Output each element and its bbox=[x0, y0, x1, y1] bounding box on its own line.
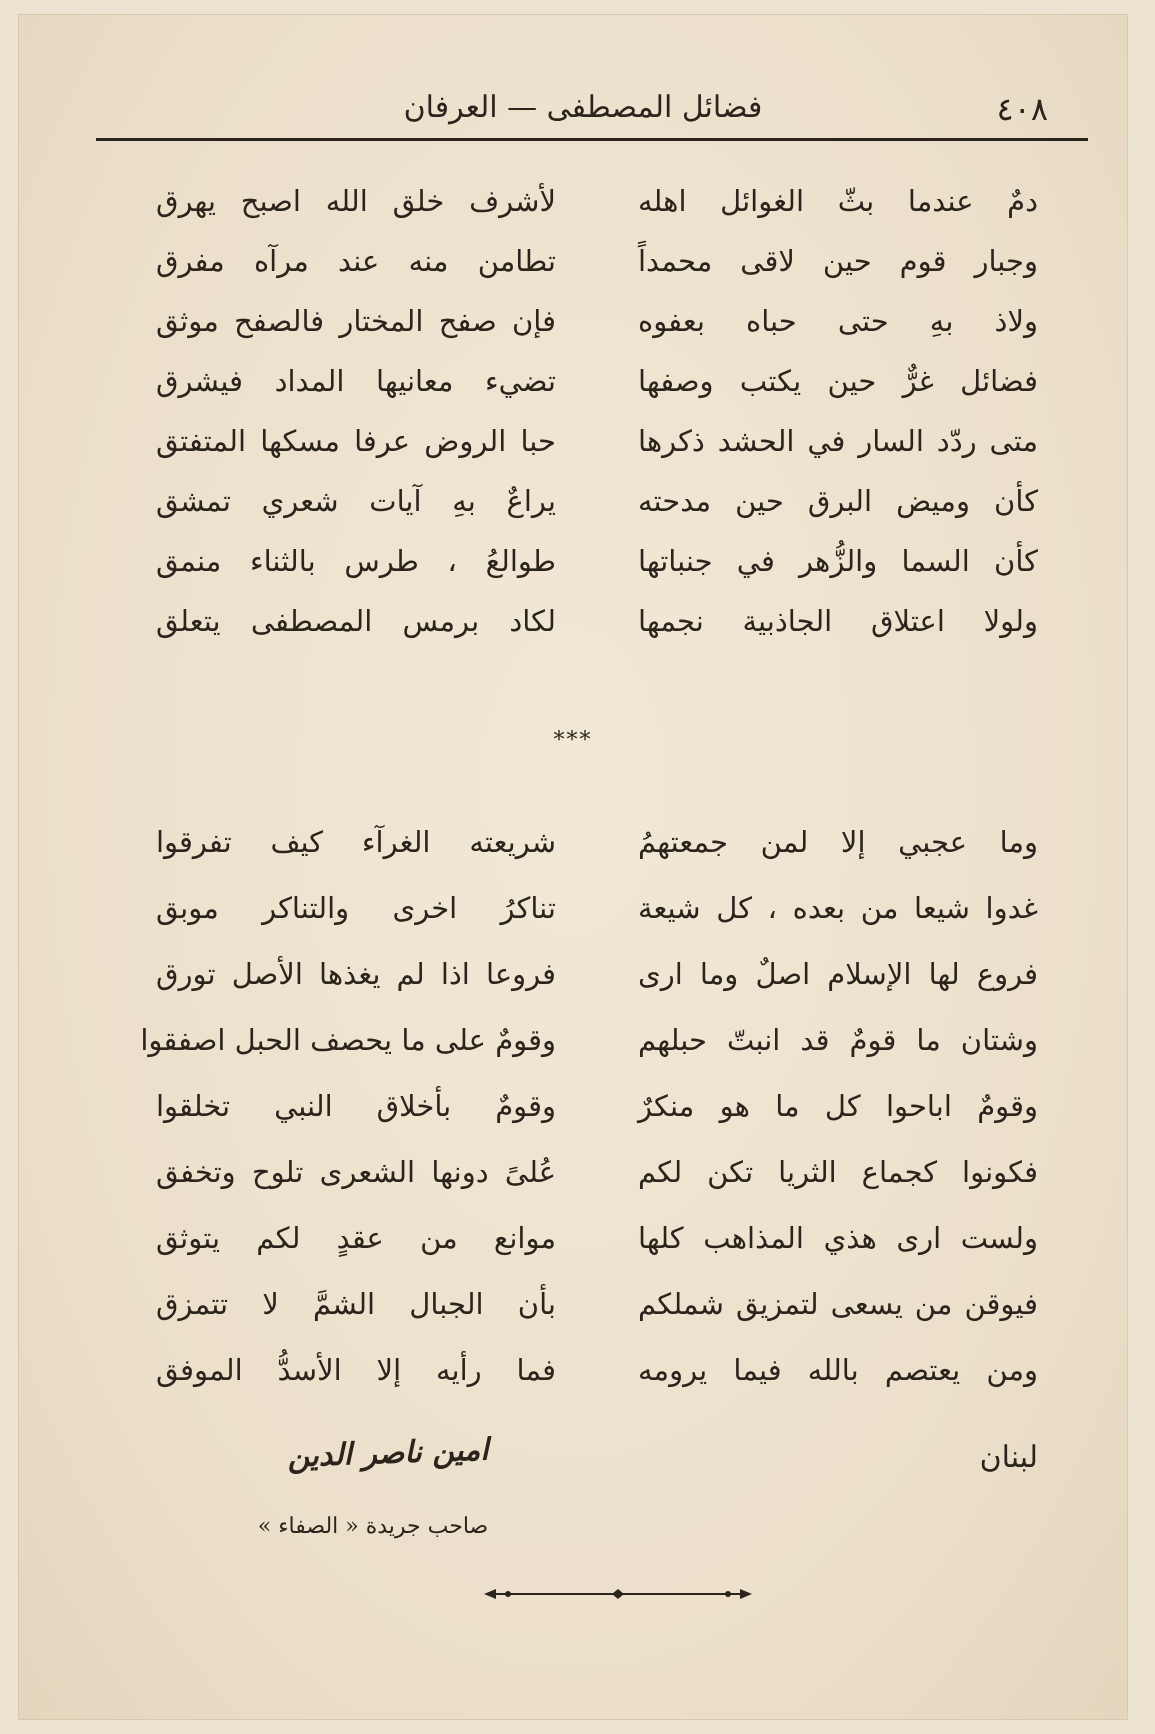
verse-line: حبا الروض عرفا مسكها المتفتق bbox=[156, 424, 556, 458]
verse-line: وشتان ما قومٌ قد انبتّ حبلهم bbox=[638, 1023, 1038, 1057]
verse-line: تضيء معانيها المداد فيشرق bbox=[156, 364, 556, 398]
verse-line: وما عجبي إلا لمن جمعتهمُ bbox=[638, 825, 1038, 859]
verse-line: ومن يعتصم بالله فيما يرومه bbox=[638, 1353, 1038, 1387]
verse-line: غدوا شيعا من بعده ، كل شيعة bbox=[638, 891, 1038, 925]
verse-line: فإن صفح المختار فالصفح موثق bbox=[156, 304, 556, 338]
signature-caption: صاحب جريدة « الصفاء » bbox=[257, 1514, 489, 1539]
verse-line: كأن وميض البرق حين مدحته bbox=[638, 484, 1038, 518]
document-page bbox=[18, 14, 1128, 1720]
verse-line: لأشرف خلق الله اصبح يهرق bbox=[156, 184, 556, 218]
verse-line: وقومٌ بأخلاق النبي تخلقوا bbox=[156, 1089, 556, 1123]
verse-line: كأن السما والزُّهر في جنباتها bbox=[638, 544, 1038, 578]
verse-line: وقومٌ اباحوا كل ما هو منكرٌ bbox=[638, 1089, 1038, 1123]
verse-line: يراعٌ بهِ آيات شعري تمشق bbox=[156, 484, 556, 518]
verse-line: عُلىً دونها الشعرى تلوح وتخفق bbox=[156, 1155, 556, 1189]
section-separator: *** bbox=[553, 728, 593, 753]
verse-line: ولست ارى هذي المذاهب كلها bbox=[638, 1221, 1038, 1255]
verse-line: تناكرُ اخرى والتناكر موبق bbox=[156, 891, 556, 925]
poem-section-2-left-hemistichs bbox=[140, 809, 556, 1403]
verse-line: ولاذ بهِ حتى حباه بعفوه bbox=[638, 304, 1038, 338]
verse-line: فكونوا كجماع الثريا تكن لكم bbox=[638, 1155, 1038, 1189]
running-title: فضائل المصطفى — العرفان bbox=[403, 90, 763, 125]
verse-line: متى ردّد السار في الحشد ذكرها bbox=[638, 424, 1038, 458]
verse-line: طوالعُ ، طرس بالثناء منمق bbox=[156, 544, 556, 578]
verse-line: دمٌ عندما بثّ الغوائل اهله bbox=[638, 184, 1038, 218]
verse-line: فروعا اذا لم يغذها الأصل تورق bbox=[156, 957, 556, 991]
verse-line: فروع لها الإسلام اصلٌ وما ارى bbox=[638, 957, 1038, 991]
verse-line: تطامن منه عند مرآه مفرق bbox=[156, 244, 556, 278]
verse-line: لكاد برمس المصطفى يتعلق bbox=[156, 604, 556, 638]
verse-line: فيوقن من يسعى لتمزيق شملكم bbox=[638, 1287, 1038, 1321]
end-ornament bbox=[478, 1584, 758, 1604]
place-name: لبنان bbox=[979, 1440, 1038, 1475]
poem-section-2-right-hemistichs bbox=[638, 809, 1038, 1403]
author-signature: امين ناصر الدين bbox=[286, 1432, 490, 1475]
verse-line: شريعته الغرآء كيف تفرقوا bbox=[156, 825, 556, 859]
verse-line: وجبار قوم حين لاقى محمداً bbox=[638, 244, 1038, 278]
verse-line: وقومٌ على ما يحصف الحبل اصفقوا bbox=[140, 1023, 556, 1057]
verse-line: ولولا اعتلاق الجاذبية نجمها bbox=[638, 604, 1038, 638]
page-header bbox=[98, 84, 1068, 144]
poem-section-1-right-hemistichs bbox=[638, 171, 1038, 651]
page-number: ٤٠٨ bbox=[996, 90, 1048, 128]
header-rule bbox=[96, 138, 1088, 141]
verse-line: بأن الجبال الشمَّ لا تتمزق bbox=[156, 1287, 556, 1321]
verse-line: فضائل غرٌّ حين يكتب وصفها bbox=[638, 364, 1038, 398]
poem-section-1-left-hemistichs bbox=[156, 171, 556, 651]
verse-line: موانع من عقدٍ لكم يتوثق bbox=[156, 1221, 556, 1255]
verse-line: فما رأيه إلا الأسدُّ الموفق bbox=[156, 1353, 556, 1387]
